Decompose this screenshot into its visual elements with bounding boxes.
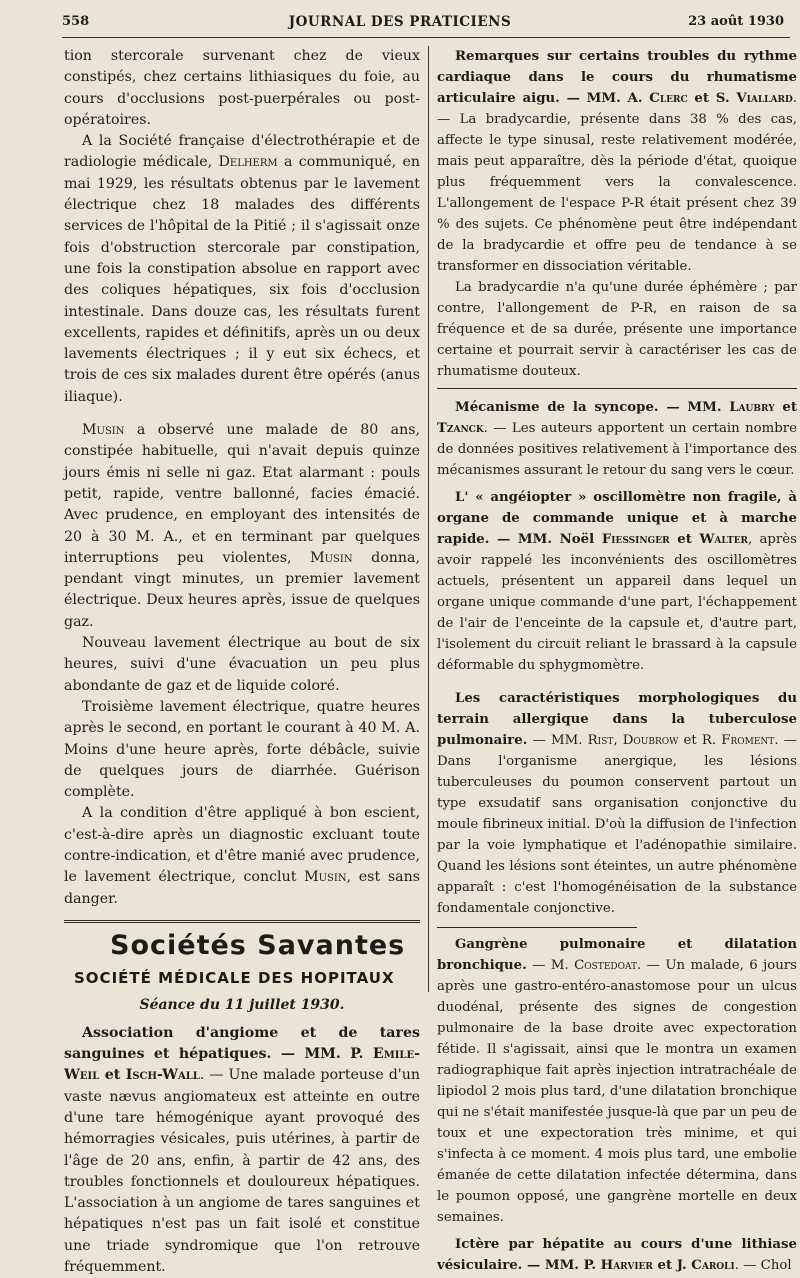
article-rule xyxy=(437,927,637,928)
author-name: Musin xyxy=(82,422,125,439)
paragraph: A la Société française d'électrothérapie et de radiologie médicale, Delherm a communiqué, en mai 1929, les résultats obtenus par le lavement électrique chez 18 malades des différents services de l'hôpital de la Pitié ; il s'agissait onze fois d'obstruction stercorale par constipation, une fois la constipation absolue en rapport avec des coliques hépatiques, six fois d'occlusion intestinale. Dans douze cas, les résultats furent excellents, rapides et définitifs, après un ou deux lavements électriques ; il y eut six échecs, et trois de ces six malades durent être opérés (anus iliaque). xyxy=(64,133,420,405)
page-number: 558 xyxy=(62,14,90,29)
author-name: Delherm xyxy=(218,154,278,171)
author-name: Rist xyxy=(587,733,614,748)
article: Association d'angiome et de tares sanguines et hépatiques. — MM. P. Emile-Weil et Isch-Wall. — Une malade porteuse d'un vaste nævus angiomateux est atteinte en outre d'une tare hémogénique ayant provoqué des hémorragies vésicales, puis utérines, à partir de l'âge de 20 ans, enfin, à partir de 42 ans, des troubles fonctionnels et douloureux hépatiques. L'association à un angiome de tares sanguines et hépatiques n'est pas un fait isolé et constitue une triade syndromique que l'on retrouve fréquemment. xyxy=(64,1024,420,1276)
section-subtitle: SOCIÉTÉ MÉDICALE DES HOPITAUX xyxy=(74,969,395,988)
article: Mécanisme de la syncope. — MM. Laubry et Tzanck. — Les auteurs apportent un certain nombre de données positives relativement à l'importance des mécanismes assurant le retour du sang vers le cœur. xyxy=(437,400,797,478)
author-name: Froment xyxy=(721,733,775,748)
paragraph: Troisième lavement électrique, quatre heures après le second, en portant le courant à 40 M. A. Moins d'une heure après, forte débâcle, suivie de quelques jours de diarrhée. Guérison complète. xyxy=(64,698,420,801)
author-name: Costedoat xyxy=(574,958,637,973)
author-name: Doubrow xyxy=(622,733,679,748)
left-column xyxy=(64,46,420,1278)
author-name: Caroli xyxy=(691,1258,735,1273)
section-title: Sociétés Savantes xyxy=(110,929,406,961)
article-title: L' « angéiopter » oscillomètre non fragile, à organe de commande unique et à marche rapide. xyxy=(437,490,797,547)
article: Ictère par hépatite au cours d'une lithiase vésiculaire. — MM. P. Harvier et J. Caroli. — Chol xyxy=(437,1237,797,1273)
paragraph: A la condition d'être appliqué à bon escient, c'est-à-dire après un diagnostic excluant toute contre-indication, et d'être manié avec prudence, le lavement électrique, conclut Musin, est sans danger. xyxy=(64,805,420,907)
author-name: Viallard xyxy=(736,91,793,106)
article: Les caractéristiques morphologiques du terrain allergique dans la tuberculose pulmonaire. — MM. Rist, Doubrow et R. Froment. — Dans l'organisme anergique, les lésions tuberculeuses du poumon conservent partout un type exsudatif sans organisation conjonctive du moule fibrineux initial. D'où la diffusion de l'infection par la voie lymphatique et l'adénopathie similaire. Quand les lésions sont éteintes, un autre phénomène apparaît : c'est l'homogénéisation de la substance fondamentale conjonctive. xyxy=(437,691,797,916)
author-name: Fiessinger xyxy=(601,532,670,547)
section-rule xyxy=(64,920,420,923)
session-date: Séance du 11 juillet 1930. xyxy=(139,997,345,1014)
author-name: Emile-Weil xyxy=(64,1046,420,1084)
author-name: Clerc xyxy=(649,91,688,106)
author-name: Walter xyxy=(699,532,749,547)
page-header xyxy=(0,0,800,38)
article: Remarques sur certains troubles du rythme cardiaque dans le cours du rhumatisme articulaire aigu. — MM. A. Clerc et S. Viallard. — La bradycardie, présente dans 38 % des cas, affecte le type sinusal, reste relativement modérée, mais peut apparaître, dès la période d'état, quoique plus fréquemment vers la convalescence. L'allongement de l'espace P-R était présent chez 39 % des sujets. Ce phénomène peut être indépendant de la bradycardie et offre peu de tendance à se transformer en dissociation véritable. xyxy=(437,49,797,274)
paragraph: La bradycardie n'a qu'une durée éphémère ; par contre, l'allongement de P-R, en raison de sa fréquence et de sa durée, présente une importance certaine et pourrait servir à caractériser les cas de rhumatisme douteux. xyxy=(437,280,797,379)
author-name: Laubry xyxy=(729,400,775,415)
journal-title: JOURNAL DES PRATICIENS xyxy=(288,14,512,30)
article-title: Association d'angiome et de tares sanguines et hépatiques. xyxy=(64,1024,420,1063)
right-column xyxy=(437,46,797,1276)
article: Gangrène pulmonaire et dilatation bronchique. — M. Costedoat. — Un malade, 6 jours après une gastro-entéro-anastomose pour un ulcus duodénal, présente des signes de congestion pulmonaire de la base droite avec expectoration fétide. Il s'agissait, ainsi que le montra un examen radiographique fait après injection intratrachéale de lipiodol 2 mois plus tard, d'une dilatation bronchique qui ne s'était manifestée jusque-là que par un peu de toux et une expectoration très minime, et qui s'infecta à ce moment. 4 mois plus tard, une embolie émanée de cette dilatation infectée détermina, dans le poumon opposé, une gangrène mortelle en deux semaines. xyxy=(437,937,797,1225)
author-name: Musin xyxy=(310,549,353,566)
article-title: Gangrène pulmonaire et dilatation bronchique. xyxy=(437,937,797,973)
column-divider xyxy=(428,46,429,992)
author-name: Tzanck xyxy=(437,421,484,436)
article-title: Les caractéristiques morphologiques du terrain allergique dans la tuberculose pulmonaire. xyxy=(437,691,797,748)
author-name: Harvier xyxy=(600,1258,653,1273)
paragraph: tion stercorale survenant chez de vieux constipés, chez certains lithiasiques du foie, au cours d'occlusions post-puerpérales ou post-opératoires. xyxy=(64,48,420,128)
author-name: Musin xyxy=(304,869,347,886)
issue-date: 23 août 1930 xyxy=(688,14,784,29)
header-rule xyxy=(62,37,790,38)
article-title: Ictère par hépatite au cours d'une lithiase vésiculaire. xyxy=(437,1237,797,1273)
paragraph: Nouveau lavement électrique au bout de six heures, suivi d'une évacuation un peu plus abondante de gaz et de liquide coloré. xyxy=(64,635,420,694)
article-title: Mécanisme de la syncope. xyxy=(455,400,659,415)
author-name: Isch-Wall xyxy=(125,1067,200,1084)
paragraph: Musin a observé une malade de 80 ans, constipée habituelle, qui n'avait depuis quinze jours émis ni selle ni gaz. Etat alarmant : pouls petit, rapide, ventre ballonné, facies émacié. Avec prudence, en employant des intensités de 20 à 30 M. A., et en terminant par quelques interruptions peu violentes, Musin donna, pendant vingt minutes, un premier lavement électrique. Deux heures après, issue de quelques gaz. xyxy=(64,422,420,630)
article-rule xyxy=(437,388,797,389)
article: L' « angéiopter » oscillomètre non fragile, à organe de commande unique et à marche rapide. — MM. Noël Fiessinger et Walter, après avoir rappelé les inconvénients des oscillomètres actuels, présentent un appareil dans lequel un organe unique commande d'une part, l'échappement de l'air de l'enceinte de la capsule et, d'autre part, l'isolement du circuit reliant le brassard à la capsule déformable du sphygmomètre. xyxy=(437,490,797,673)
article-title: Remarques sur certains troubles du rythme cardiaque dans le cours du rhumatisme articulaire aigu. xyxy=(437,49,797,106)
